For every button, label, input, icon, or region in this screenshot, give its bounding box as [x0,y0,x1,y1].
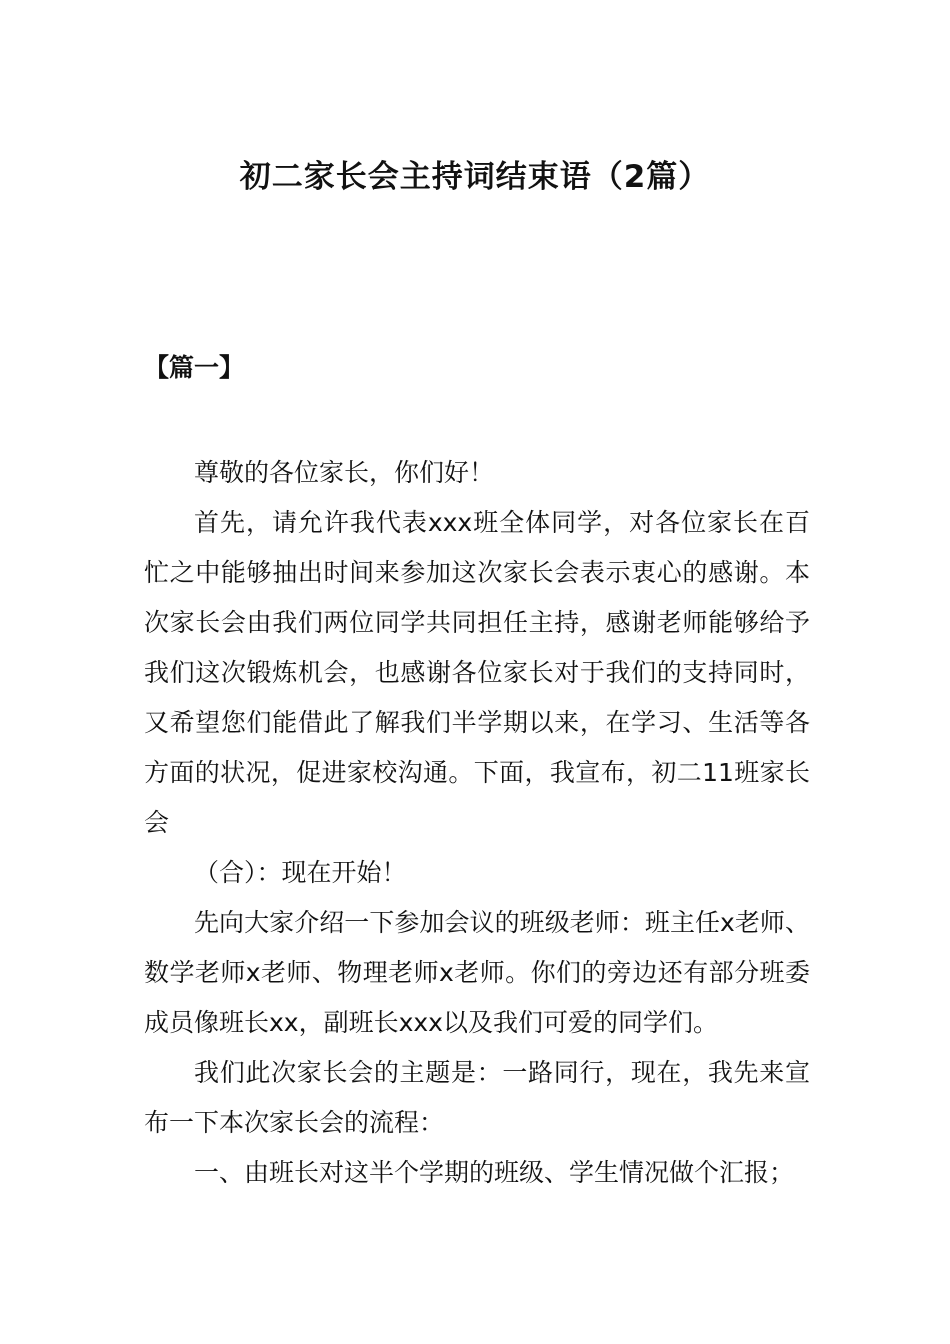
document-title: 初二家长会主持词结束语（2篇） [239,159,711,195]
section-heading: 【篇一】 [144,353,245,382]
paragraph-theme: 我们此次家长会的主题是：一路同行，现在，我先来宣布一下本次家长会的流程： [144,1058,810,1137]
body-text [144,448,810,1198]
paragraph-greeting: 尊敬的各位家长，你们好！ [194,458,495,487]
paragraph-agenda-item: 一、由班长对这半个学期的班级、学生情况做个汇报； [194,1158,795,1187]
paragraph-start: （合）：现在开始！ [194,858,407,887]
paragraph-teachers: 先向大家介绍一下参加会议的班级老师：班主任x老师、数学老师x老师、物理老师x老师。你们的旁边还有部分班委成员像班长xx，副班长xxx以及我们可爱的同学们。 [144,908,810,1037]
paragraph-opening: 首先，请允许我代表xxx班全体同学，对各位家长在百忙之中能够抽出时间来参加这次家长会表示衷心的感谢。本次家长会由我们两位同学共同担任主持，感谢老师能够给予我们这次锻炼机会，也感谢各位家长对于我们的支持同时，又希望您们能借此了解我们半学期以来，在学习、生活等各方面的状况，促进家校沟通。下面，我宣布，初二11班家长会 [144,508,810,837]
